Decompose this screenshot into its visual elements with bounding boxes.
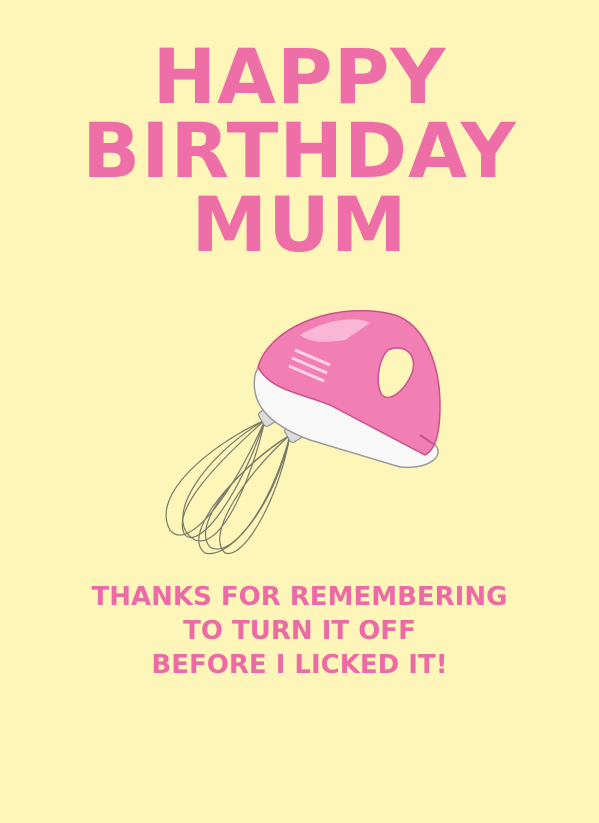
headline	[0, 32, 599, 269]
headline-line-3: MUM	[191, 180, 408, 269]
headline-line-2: BIRTHDAY	[82, 106, 517, 195]
headline-line-1: HAPPY	[152, 32, 447, 121]
hand-mixer-icon	[150, 295, 460, 560]
message-line-3: BEFORE I LICKED IT!	[151, 650, 448, 680]
message-line-1: THANKS FOR REMEMBERING	[91, 582, 508, 612]
message-line-2: TO TURN IT OFF	[183, 616, 416, 646]
card-message	[0, 580, 599, 682]
